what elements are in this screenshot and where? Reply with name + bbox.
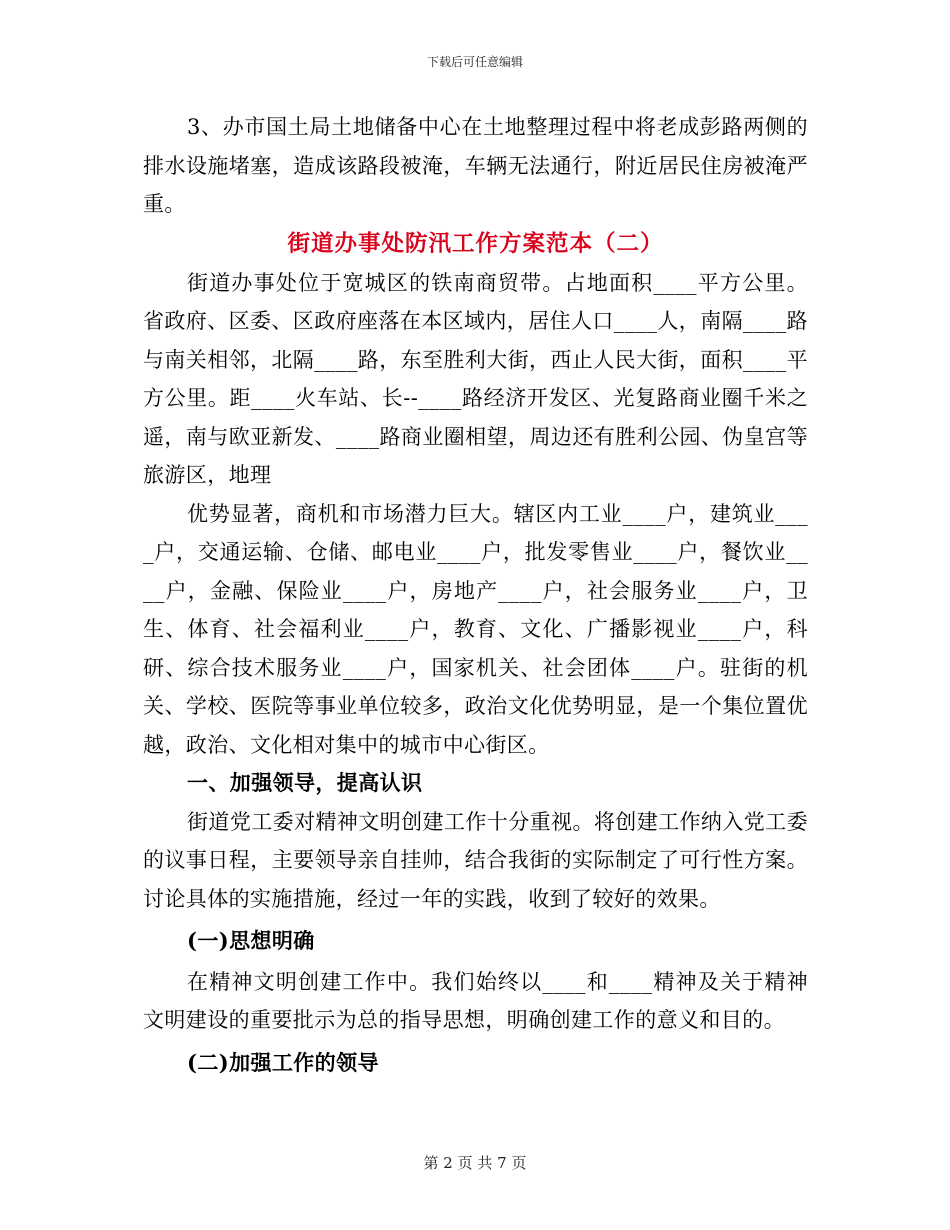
document-title: 街道办事处防汛工作方案范本（二） — [287, 230, 664, 257]
section-heading-1: 一、加强领导，提高认识 — [187, 770, 423, 795]
page-header-note: 下载后可任意编辑 — [426, 55, 523, 69]
document-body — [143, 108, 808, 1084]
page-number: 第 2 页 共 7 页 — [423, 1154, 527, 1172]
subsection-heading-1: (一)思想明确 — [187, 928, 315, 953]
paragraph-leadership: 街道党工委对精神文明创建工作十分重视。将创建工作纳入党工委的议事日程，主要领导亲自挂帅，结合我街的实际制定了可行性方案。讨论具体的实施措施，经过一年的实践，收到了较好的效果。 — [143, 809, 808, 911]
paragraph-location: 街道办事处位于宽城区的铁南商贸带。占地面积____平方公里。省政府、区委、区政府座落在本区域内，居住人口____人，南隔____路与南关相邻，北隔____路，东至胜利大街，西止人民大街，面积____平方公里。距____火车站、长--____路经济开发区、光复路商业圈千米之遥，南与欧亚新发、____路商业圈相望，周边还有胜利公园、伪皇宫等旅游区，地理 — [143, 270, 808, 487]
paragraph-ideology: 在精神文明创建工作中。我们始终以____和____精神及关于精神文明建设的重要批示为总的指导思想，明确创建工作的意义和目的。 — [143, 969, 808, 1032]
subsection-heading-2: (二)加强工作的领导 — [187, 1049, 379, 1075]
paragraph-advantages: 优势显著，商机和市场潜力巨大。辖区内工业____户，建筑业____户，交通运输、仓储、邮电业____户，批发零售业____户，餐饮业____户，金融、保险业____户，房地产____户，社会服务业____户，卫生、体育、社会福利业____户，教育、文化、广播影视业____户，科研、综合技术服务业____户，国家机关、社会团体____户。驻街的机关、学校、医院等事业单位较多，政治文化优势明显，是一个集位置优越，政治、文化相对集中的城市中心街区。 — [143, 501, 808, 757]
paragraph-item-3: 3、办市国土局土地储备中心在土地整理过程中将老成彭路两侧的排水设施堵塞，造成该路段被淹，车辆无法通行，附近居民住房被淹严重。 — [143, 115, 808, 216]
